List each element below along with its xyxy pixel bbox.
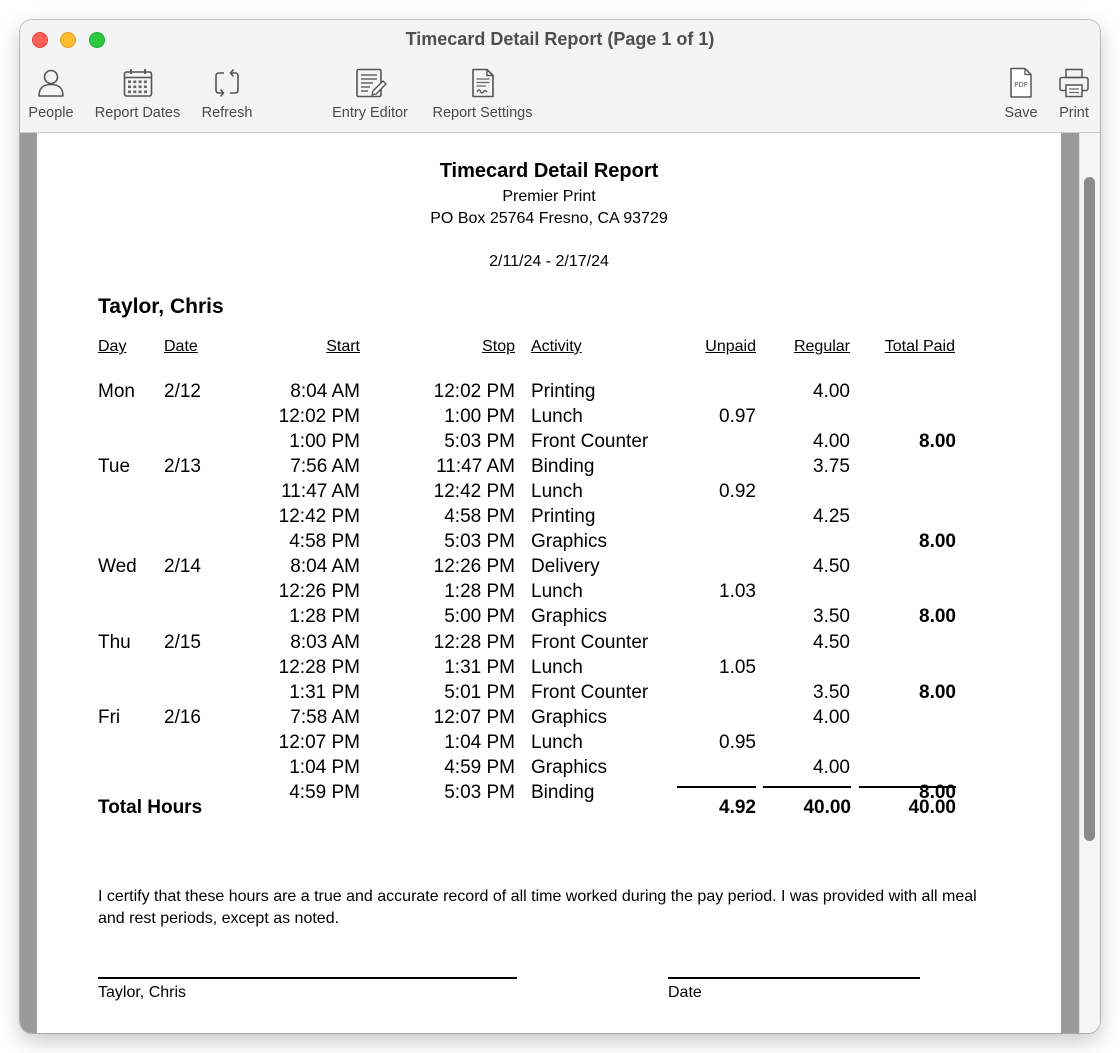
cell-start: 7:56 AM [290,456,360,477]
report-dates-button[interactable] [90,66,185,126]
cell-start: 4:59 PM [289,782,360,803]
cell-day: Thu [98,632,131,653]
cell-start: 8:04 AM [290,556,360,577]
cell-activity: Delivery [531,556,600,577]
refresh-icon [210,66,244,100]
cell-stop: 12:26 PM [433,556,515,577]
cell-activity: Graphics [531,707,608,728]
cell-unpaid: 1.03 [719,581,756,602]
report-page [37,133,1061,1033]
column-header-unpaid: Unpaid [705,338,756,355]
company-name: Premier Print [502,188,596,205]
cell-date: 2/14 [164,556,201,577]
window-title: Timecard Detail Report (Page 1 of 1) [405,29,715,49]
pdf-icon [1004,66,1038,100]
cell-start: 12:02 PM [278,406,360,427]
cell-start: 12:26 PM [278,581,360,602]
cell-activity: Binding [531,782,595,803]
total-regular: 40.00 [803,797,851,818]
cell-date: 2/12 [164,381,201,402]
report-settings-button[interactable] [425,66,540,126]
date-range: 2/11/24 - 2/17/24 [489,253,609,270]
cell-day: Mon [98,381,135,402]
entry-editor-label: Entry Editor [332,105,408,121]
unpaid-total-rule [677,786,756,788]
cell-start: 1:00 PM [289,431,360,452]
column-header-activity: Activity [531,338,582,355]
cell-stop: 11:47 AM [436,456,515,477]
refresh-button[interactable] [197,66,257,126]
cell-start: 12:42 PM [278,506,360,527]
cell-start: 4:58 PM [289,531,360,552]
cell-activity: Graphics [531,606,608,627]
entry-editor-button[interactable] [326,66,414,126]
cell-day: Tue [98,456,131,477]
report-settings-label: Report Settings [432,105,533,121]
cell-start: 12:28 PM [278,657,360,678]
cell-start: 1:31 PM [289,682,360,703]
cell-stop: 1:00 PM [444,406,515,427]
printer-icon [1057,66,1091,100]
people-label: People [28,105,74,121]
cell-activity: Lunch [531,406,583,427]
cell-activity: Front Counter [531,632,649,653]
cell-total-paid: 8.00 [919,431,956,452]
report-viewer [20,133,1100,1033]
cell-stop: 12:02 PM [433,381,515,402]
vertical-scrollbar-thumb[interactable] [1084,177,1095,841]
cell-regular: 3.75 [813,456,850,477]
cell-stop: 5:00 PM [444,606,515,627]
save-label: Save [1004,105,1038,121]
cell-stop: 5:03 PM [444,782,515,803]
cell-regular: 4.50 [813,556,850,577]
cell-activity: Lunch [531,481,583,502]
cell-activity: Lunch [531,732,583,753]
people-button[interactable] [25,66,77,126]
cell-stop: 12:07 PM [433,707,515,728]
cell-activity: Printing [531,381,596,402]
cell-activity: Front Counter [531,682,649,703]
cell-stop: 5:01 PM [444,682,515,703]
pdf-icon-text: PDF [1014,81,1028,89]
cell-stop: 12:42 PM [433,481,515,502]
cell-date: 2/13 [164,456,201,477]
cell-stop: 5:03 PM [444,431,515,452]
column-header-stop: Stop [482,338,515,355]
certification-statement: I certify that these hours are a true and accurate record of all time worked during the pay period. I was provided with all meal and rest periods, except as noted. [98,888,977,927]
settings-document-icon [466,66,500,100]
cell-date: 2/16 [164,707,201,728]
print-button[interactable] [1054,66,1094,126]
column-header-day: Day [98,338,127,355]
column-header-date: Date [164,338,198,355]
cell-day: Fri [98,707,121,728]
employee-signature-line [98,977,517,979]
title-toolbar [20,20,1100,133]
cell-regular: 4.00 [813,381,850,402]
cell-start: 11:47 AM [281,481,360,502]
cell-start: 12:07 PM [278,732,360,753]
employee-name: Taylor, Chris [98,295,224,318]
cell-start: 8:04 AM [290,381,360,402]
edit-document-icon [353,66,387,100]
save-button[interactable] [1001,66,1041,126]
column-header-total-paid: Total Paid [884,338,955,355]
calendar-icon [121,66,155,100]
total-unpaid: 4.92 [719,797,756,818]
page-gutter-right [1061,133,1079,1033]
cell-activity: Graphics [531,531,608,552]
regular-total-rule [763,786,851,788]
cell-activity: Graphics [531,757,608,778]
cell-activity: Lunch [531,581,583,602]
cell-activity: Binding [531,456,595,477]
cell-regular: 4.00 [813,757,850,778]
cell-stop: 4:58 PM [444,506,515,527]
cell-unpaid: 1.05 [719,657,756,678]
cell-stop: 1:28 PM [444,581,515,602]
cell-regular: 3.50 [813,682,850,703]
company-address: PO Box 25764 Fresno, CA 93729 [430,210,668,227]
cell-unpaid: 0.97 [719,406,756,427]
report-dates-label: Report Dates [94,105,181,121]
cell-activity: Front Counter [531,431,649,452]
cell-regular: 4.50 [813,632,850,653]
cell-regular: 4.00 [813,707,850,728]
cell-start: 7:58 AM [290,707,360,728]
cell-date: 2/15 [164,632,201,653]
cell-activity: Printing [531,506,596,527]
cell-regular: 3.50 [813,606,850,627]
person-icon [34,66,68,100]
cell-total-paid: 8.00 [919,606,956,627]
cell-total-paid: 8.00 [919,682,956,703]
total-hours-label: Total Hours [98,797,203,818]
cell-stop: 1:31 PM [444,657,515,678]
cell-stop: 4:59 PM [444,757,515,778]
print-label: Print [1059,105,1089,121]
cell-unpaid: 0.95 [719,732,756,753]
cell-activity: Lunch [531,657,583,678]
date-signature-label: Date [668,984,702,1001]
cell-unpaid: 0.92 [719,481,756,502]
cell-total-paid: 8.00 [919,782,956,803]
cell-start: 1:28 PM [289,606,360,627]
cell-regular: 4.00 [813,431,850,452]
cell-stop: 5:03 PM [444,531,515,552]
cell-total-paid: 8.00 [919,531,956,552]
cell-regular: 4.25 [813,506,850,527]
report-window [20,20,1100,1033]
total-paid-total-rule [859,786,956,788]
report-title: Timecard Detail Report [439,160,659,182]
cell-start: 8:03 AM [290,632,360,653]
column-header-regular: Regular [793,338,850,355]
date-signature-line [668,977,920,979]
cell-start: 1:04 PM [289,757,360,778]
cell-stop: 12:28 PM [433,632,515,653]
employee-signature-label: Taylor, Chris [98,984,187,1001]
refresh-label: Refresh [201,105,253,121]
cell-stop: 1:04 PM [444,732,515,753]
page-gutter-left [20,133,37,1033]
column-header-start: Start [326,338,360,355]
cell-day: Wed [98,556,137,577]
total-paid: 40.00 [908,797,956,818]
